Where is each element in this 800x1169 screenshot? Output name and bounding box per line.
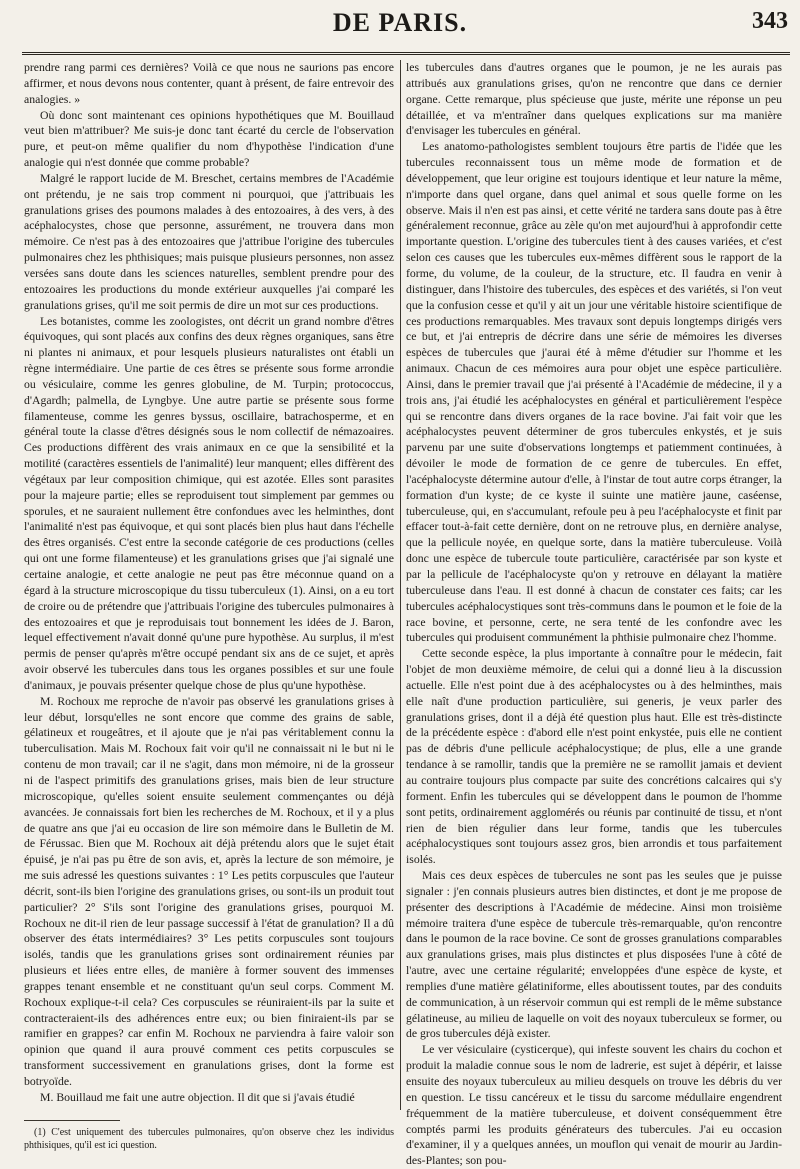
paragraph: Où donc sont maintenant ces opinions hypothétiques que M. Bouillaud veut bien m'attribuer? Me suis-je donc tant écarté du cercle de l'observation pure, et peut-on même qualifier du nom d'hypothèse l'indication d'une analogie qui n'est donnée que comme probable?	[24, 108, 394, 170]
paragraph: Les botanistes, comme les zoologistes, ont décrit un grand nombre d'êtres équivoques, qui sont placés aux confins des deux règnes organiques, sans être ni plantes ni animaux, et pour lesquels plusieurs naturalistes ont établi un règne intermédiaire. Une partie de ces êtres se présente sous forme arrondie ou vésiculaire, comme les genres globuline, de M. Turpin; protococcus, d'Agardh; palmella, de Lyngbye. Une autre partie se présente sous forme filamenteuse, comme les genres byssus, oscillaire, batrachosperme, et en général toute la classe d'êtres désignés sous le nom collectif de némazoaires. Ces productions diffèrent des vrais animaux en ce que la sensibilité et la motilité (caractères essentiels de l'animalité) leur manquent; elles diffèrent des végétaux par leur composition chimique, qui est azotée. Elles sont parasites pour la majeure partie; elles se reproduisent tout simplement par gemmes ou sporules, et ne sauraient nullement être confondues avec les helminthes, dont l'animalité n'est pas équivoque, et qui sont placés bien plus haut dans l'échelle des êtres organisés. C'est entre la seconde catégorie de ces productions (celles qui ont une forme filamenteuse) et les granulations grises que j'ai signalé une certaine analogie, et cette analogie ne peut pas être méconnue quand on a égard à la structure microscopique du tissu tuberculeux (1). Ainsi, on a eu tort de croire ou de prétendre que j'attribuais l'origine des tubercules pulmonaires à des entozoaires et que je reproduisais tout bonnement les idées de J. Baron, lequel effectivement n'avait donné qu'une pure hypothèse. Au surplus, il m'est permis de penser qu'après m'être occupé pendant six ans de ce sujet, et après avoir observé les tubercules dans tous les organes possibles et sur une foule d'animaux, je pouvais présenter quelque chose de plus qu'une hypothèse.	[24, 314, 394, 692]
paragraph: prendre rang parmi ces dernières? Voilà ce que nous ne saurions pas encore affirmer, et nous devons nous contenter, quant à présent, de faire entrevoir des analogies. »	[24, 61, 394, 106]
right-column	[406, 60, 782, 1168]
page-number: 343	[752, 8, 788, 34]
page-title: DE PARIS.	[332, 8, 468, 37]
footnote-rule	[24, 1120, 120, 1121]
paragraph: les tubercules dans d'autres organes que le poumon, je ne les aurais pas attribués aux granulations grises, qu'on ne rencontre que dans ce dernier organe. Cette remarque, plus spécieuse que juste, mérite une réponse un peu détaillée, et va m'entraîner dans quelques explications sur ma manière d'envisager les tubercules en général.	[406, 61, 782, 138]
paragraph: Le ver vésiculaire (cysticerque), qui infeste souvent les chairs du cochon et produit la maladie connue sous le nom de ladrerie, est sujet à dépérir, et laisse ensuite des noyaux tuberculeux au milieu desquels on trouve les débris du ver en question. Le tissu cancéreux et le tissu du sarcome médullaire engendrent fréquemment de la matière tuberculeuse, et doivent conséquemment être comptés parmi les produits générateurs des tubercules. J'ai eu occasion d'examiner, il y a quelques années, un mouflon qui venait de mourir au Jardin-des-Plantes; son pou-	[406, 1043, 782, 1168]
column-divider	[400, 60, 401, 1110]
footnote: (1) C'est uniquement des tubercules pulmonaires, qu'on observe chez les individus phthisiques, qu'il est ici question.	[24, 1126, 394, 1151]
paragraph: M. Rochoux me reproche de n'avoir pas observé les granulations grises à leur début, lorsqu'elles ne sont encore que comme des grains de sable, gélatineux et rougeâtres, et il ajoute que je n'ai pas véritablement connu la tuberculisation. Mais M. Rochoux fait voir qu'il ne connaissait ni le but ni le contenu de mon travail; car il ne s'agit, dans mon mémoire, ni de la grosseur ni de l'aspect primitifs des granulations grises, mais bien de leur structure microscopique, qu'elles soient ensuite seulement commençantes ou déjà avancées. Je connaissais fort bien les recherches de M. Rochoux, et il y a plus de quatre ans que j'ai eu occasion de lire son mémoire dans le Bulletin de M. de Férussac. Bien que M. Rochoux ait déjà prétendu alors que le sujet était épuisé, je n'ai pas pu être de son avis, et, après la lecture de son mémoire, je me suis adressé les questions suivantes : 1° Les petits corpuscules que l'auteur décrit, sont-ils bien l'origine des granulations grises, ou sont-ils un produit tout particulier? 2° S'ils sont l'origine des granulations grises, pourquoi M. Rochoux ne dit-il rien de leur passage successif à l'état de granulation? Il a dû observer des états intermédiaires? 3° Les petits corpuscules sont toujours isolés, tandis que les granulations grises sont ordinairement réunies par plusieurs et liées entre elles, de manière à former souvent des immenses grappes tenant ensemble et ne constituant qu'un seul corps. Comment M. Rochoux explique-t-il cela? Ces corpuscules se réuniraient-ils par la suite et contracteraient-ils des adhérences entre eux; ou bien finiraient-ils par se ramifier en grappes? car enfin M. Rochoux ne parviendra à faire valoir son opinion que quand il aura prouvé comment ces petits corpuscules se transforment successivement en granulations grises, dont la forme est botryoïde.	[24, 694, 394, 1088]
paragraph: M. Bouillaud me fait une autre objection. Il dit que si j'avais étudié	[40, 1090, 355, 1104]
paragraph: Les anatomo-pathologistes semblent toujours être partis de l'idée que les tubercules reconnaissent tous un même mode de formation et de développement, que leur origine est toujours identique et leur nature la même, n'importe dans quel organe, dans quel animal et sous quelle forme on les observe. Mais il n'en est pas ainsi, et cette vérité ne tardera sans doute pas à être généralement reconnue, grâce au zèle qu'on met aujourd'hui à approfondir cette importante question. L'origine des tubercules tient à des causes variées, et c'est selon ces causes que les tubercules eux-mêmes diffèrent sous le rapport de la forme, du volume, de la couleur, de la structure, etc. Il faudra en venir à distinguer, dans l'histoire des tubercules, des espèces et des variétés, si l'on veut que la confusion cesse et qu'il y ait un jour une véritable histoire scientifique de ces productions remarquables. Mes travaux sont depuis longtemps dirigés vers ce but, et j'ai entrepris de décrire dans une série de mémoires les diverses espèces de tubercules que j'aurai été à même d'étudier sur l'homme et les animaux. Chacun de ces mémoires aura pour objet une espèce particulière. Ainsi, dans le premier travail que j'ai présenté à l'Académie de médecine, il y a trois ans, j'ai étudié les acéphalocystes en général et particulièrement l'espèce qui se rencontre dans divers organes de la race bovine. J'ai fait voir que les acéphalocystes peuvent déterminer de gros tubercules enkystés, et je suis parvenu par une suite d'observations longtemps et patiemment continuées, à dévoiler le mode de formation de ce genre de tubercules. En effet, l'acéphalocyste détermine autour d'elle, à l'instar de tout autre corps étranger, la formation d'un kyste; de ce kyste il suinte une matière jaune, caséense, tuberculeuse, qui, en s'accumulant, refoule peu à peu l'acéphalocyste et finit par effacer tout-à-fait cette dernière, dont on ne retrouve plus, en dernière analyse, que la pellicule noyée, en quelque sorte, dans la matière tuberculeuse. Voilà donc une espèce de tubercule toute particulière, caractérisée par son kyste et par la pellicule de l'acéphalocyste qu'on y retrouve en délayant la matière tuberculeuse dans l'eau. Il est donné à chacun de constater ces faits; car les tubercules acéphalocystiques sont très-communs dans le poumon et le foie de la race bovine, et personne, certe, ne sera tenté de les confondre avec les tubercules qui produisent communément la phthisie pulmonaire chez l'homme.	[406, 140, 782, 645]
page-header	[0, 0, 800, 48]
left-column	[24, 60, 394, 1151]
paragraph: Cette seconde espèce, la plus importante à connaître pour le médecin, fait l'objet de mon deuxième mémoire, de celui qui a donné lieu à la discussion actuelle. Elle n'est point due à des acéphalocystes ou à des helminthes, mais elle naît d'une production particulière, sui generis, je veux parler des granulations grises, dont il a déjà été question plus haut. Elle est très-distincte de la précédente espèce : d'abord elle n'est point enkystée, puis elle ne contient pas de débris d'une pellicule acéphalocystique; de plus, elle a une grande tendance à se ramollir, tandis que la première ne se ramollit jamais et devient au contraire toujours plus compacte par suite des concrétions calcaires qui s'y forment. Enfin les tubercules qui se développent dans le poumon de l'homme sont petits, ordinairement agglomérés ou réunis par continuité de tissu, et n'ont rien de bien régulier dans leur forme, tandis que les tubercules acéphalocystiques sont toujours assez gros, bien arrondis et tous parfaitement isolés.	[406, 647, 782, 867]
paragraph: Mais ces deux espèces de tubercules ne sont pas les seules que je puisse signaler : j'en connais plusieurs autres bien distinctes, et dont je me propose de présenter des descriptions à l'Académie de médecine. Ainsi mon troisième mémoire traitera d'une espèce de tubercule très-remarquable, qu'on rencontre dans le poumon de la race bovine. Ce sont de grosses granulations comparables aux granulations grises, mais plus distinctes et plus disposées l'une à côté de l'autre, avec une certaine régularité; enveloppées d'une espèce de kyste, et remplies d'une matière gélatiniforme, elles aboutissent toutes, par des conduits de communication, à un réservoir commun qui est rempli de le même substance gélatineuse, au milieu de laquelle on voit des noyaux tuberculeux se former, ou de gros tubercules déjà exister.	[406, 869, 782, 1041]
paragraph: Malgré le rapport lucide de M. Breschet, certains membres de l'Académie ont prétendu, je ne sais trop comment ni pourquoi, que j'attribuais les granulations grises des poumons malades à des entozoaires, à des vers, à des acéphalocystes, chose que personne, assurément, ne trouvera dans mon mémoire. Ce n'est pas à des entozoaires que j'attribue l'origine des tubercules pulmonaires chez les phthisiques; mais puisque plusieurs personnes, non assez versées sans doute dans les sciences naturelles, semblent prendre pour des entozoaires les productions du monde extérieur auxquelles j'ai comparé les granulations grises, qu'il me soit permis de dire un mot sur ces productions.	[24, 171, 394, 312]
header-rule	[22, 52, 790, 55]
